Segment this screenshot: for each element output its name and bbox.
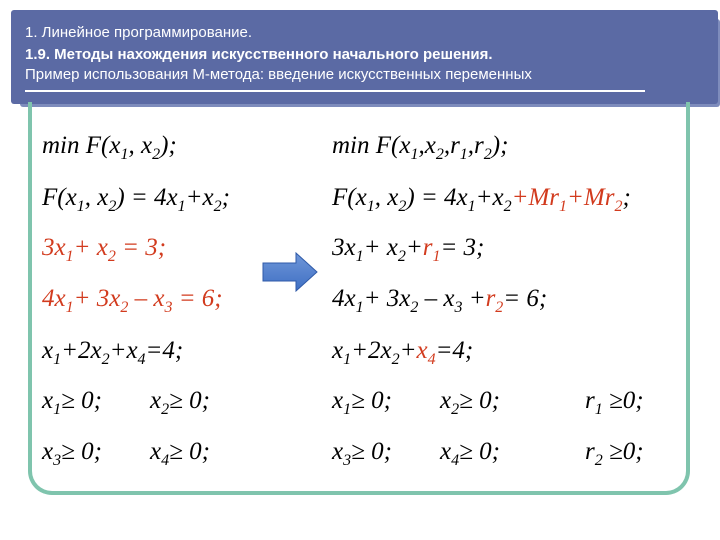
left-nonneg-x4: $x_4\ge 0$; xyxy=(150,438,210,469)
left-nonneg-x3: $x_3\ge 0$; xyxy=(42,438,102,469)
left-constraint-3: $x_1+2x_2+x_4=4$; xyxy=(42,337,184,368)
left-nonneg-x2: $x_2\ge 0$; xyxy=(150,387,210,418)
right-objective: $\min F(x_1,x_2,r_1,r_2)$; xyxy=(332,132,509,163)
right-nonneg-x3: $x_3\ge 0$; xyxy=(332,438,392,469)
left-constraint-1: $3x_1+ x_2 = 3$; xyxy=(42,234,167,265)
slide-subtitle: Пример использования М-метода: введение искусственных переменных xyxy=(25,66,532,83)
right-nonneg-x4: $x_4\ge 0$; xyxy=(440,438,500,469)
header-divider xyxy=(25,90,645,92)
right-function: $F(x_1$, $x_2) = 4x_1+x_2+Mr_1+Mr_2$; xyxy=(332,184,631,215)
right-constraint-3: $x_1+2x_2+x_4=4$; xyxy=(332,337,474,368)
slide-header xyxy=(11,10,718,104)
right-nonneg-r1: $r_1 \ge 0$; xyxy=(585,387,644,418)
section-title: 1. Линейное программирование. xyxy=(25,24,253,41)
right-nonneg-r2: $r_2 \ge 0$; xyxy=(585,438,644,469)
subsection-title: 1.9. Методы нахождения искусственного начального решения. xyxy=(25,46,493,63)
right-constraint-2: $4x_1+ 3x_2 - x_3 +r_2= 6$; xyxy=(332,285,548,316)
right-arrow-icon xyxy=(262,252,318,292)
left-constraint-2: $4x_1+ 3x_2 - x_3 = 6$; xyxy=(42,285,223,316)
right-nonneg-x2: $x_2\ge 0$; xyxy=(440,387,500,418)
right-constraint-1: $3x_1+ x_2+r_1= 3$; xyxy=(332,234,485,265)
left-objective: $\min F(x_1$, $x_2$); xyxy=(42,132,177,163)
right-nonneg-x1: $x_1\ge 0$; xyxy=(332,387,392,418)
left-function: $F(x_1$, $x_2) = 4x_1+x_2$; xyxy=(42,184,230,215)
left-nonneg-x1: $x_1\ge 0$; xyxy=(42,387,102,418)
